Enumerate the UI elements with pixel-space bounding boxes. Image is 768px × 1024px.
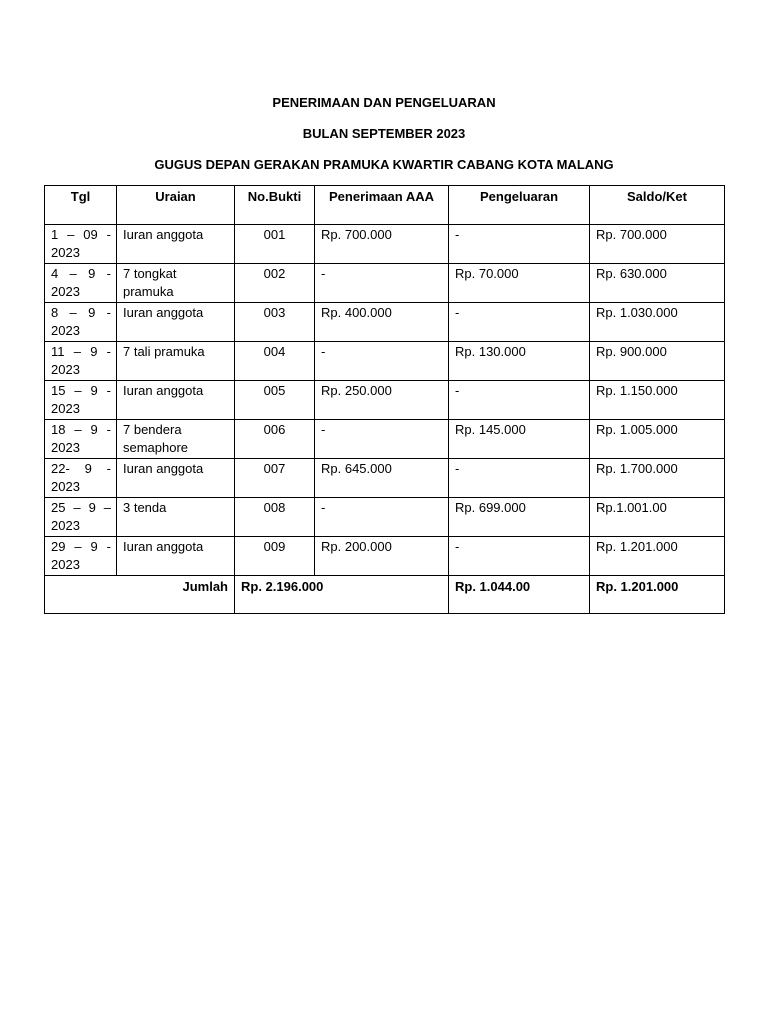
document-organization: GUGUS DEPAN GERAKAN PRAMUKA KWARTIR CABANG KOTA MALANG	[154, 157, 614, 172]
cell-penerimaan: Rp. 400.000	[315, 303, 449, 342]
cell-uraian: Iuran anggota	[117, 459, 235, 498]
cell-saldo: Rp.1.001.00	[590, 498, 725, 537]
cell-no-bukti: 004	[235, 342, 315, 381]
cell-pengeluaran: -	[449, 459, 590, 498]
cell-saldo: Rp. 1.030.000	[590, 303, 725, 342]
cell-tgl: 4 – 9 - 2023	[45, 264, 117, 303]
cell-pengeluaran: -	[449, 537, 590, 576]
cell-pengeluaran: Rp. 70.000	[449, 264, 590, 303]
cell-no-bukti: 003	[235, 303, 315, 342]
cell-tgl: 15 – 9 - 2023	[45, 381, 117, 420]
cell-saldo: Rp. 1.005.000	[590, 420, 725, 459]
total-pengeluaran: Rp. 1.044.00	[449, 576, 590, 614]
table-header-row	[45, 186, 725, 225]
cell-no-bukti: 001	[235, 225, 315, 264]
total-penerimaan: Rp. 2.196.000	[235, 576, 449, 614]
cell-penerimaan: -	[315, 498, 449, 537]
cell-uraian: Iuran anggota	[117, 537, 235, 576]
cell-saldo: Rp. 1.201.000	[590, 537, 725, 576]
cell-penerimaan: Rp. 645.000	[315, 459, 449, 498]
cell-saldo: Rp. 700.000	[590, 225, 725, 264]
cell-no-bukti: 006	[235, 420, 315, 459]
cell-penerimaan: Rp. 250.000	[315, 381, 449, 420]
cell-no-bukti: 007	[235, 459, 315, 498]
column-header-saldo: Saldo/Ket	[590, 186, 725, 225]
table-row	[45, 459, 725, 498]
cell-uraian: 3 tenda	[117, 498, 235, 537]
cell-penerimaan: -	[315, 420, 449, 459]
cell-saldo: Rp. 1.700.000	[590, 459, 725, 498]
cell-no-bukti: 009	[235, 537, 315, 576]
cell-tgl: 22- 9 - 2023	[45, 459, 117, 498]
column-header-uraian: Uraian	[117, 186, 235, 225]
cell-saldo: Rp. 900.000	[590, 342, 725, 381]
table-row	[45, 264, 725, 303]
column-header-tgl: Tgl	[45, 186, 117, 225]
cell-penerimaan: Rp. 700.000	[315, 225, 449, 264]
cell-penerimaan: Rp. 200.000	[315, 537, 449, 576]
cell-pengeluaran: Rp. 699.000	[449, 498, 590, 537]
total-label: Jumlah	[45, 576, 235, 614]
cell-pengeluaran: Rp. 130.000	[449, 342, 590, 381]
cell-uraian: Iuran anggota	[117, 225, 235, 264]
table-row	[45, 381, 725, 420]
cell-tgl: 1 – 09 - 2023	[45, 225, 117, 264]
ledger-table	[44, 185, 725, 614]
table-row	[45, 342, 725, 381]
cell-no-bukti: 008	[235, 498, 315, 537]
table-total-row	[45, 576, 725, 614]
column-header-penerimaan: Penerimaan AAA	[315, 186, 449, 225]
table-row	[45, 537, 725, 576]
cell-uraian: 7 tali pramuka	[117, 342, 235, 381]
cell-uraian: 7 tongkat pramuka	[117, 264, 235, 303]
cell-pengeluaran: -	[449, 381, 590, 420]
table-row	[45, 498, 725, 537]
total-saldo: Rp. 1.201.000	[590, 576, 725, 614]
column-header-pengeluaran: Pengeluaran	[449, 186, 590, 225]
cell-tgl: 8 – 9 - 2023	[45, 303, 117, 342]
cell-uraian: 7 bendera semaphore	[117, 420, 235, 459]
cell-uraian: Iuran anggota	[117, 303, 235, 342]
column-header-no-bukti: No.Bukti	[235, 186, 315, 225]
table-body	[45, 225, 725, 576]
cell-pengeluaran: -	[449, 303, 590, 342]
document-period: BULAN SEPTEMBER 2023	[302, 126, 466, 141]
document-title: PENERIMAAN DAN PENGELUARAN	[272, 95, 496, 110]
cell-uraian: Iuran anggota	[117, 381, 235, 420]
cell-no-bukti: 005	[235, 381, 315, 420]
cell-tgl: 25 – 9 – 2023	[45, 498, 117, 537]
cell-tgl: 11 – 9 - 2023	[45, 342, 117, 381]
cell-penerimaan: -	[315, 342, 449, 381]
cell-no-bukti: 002	[235, 264, 315, 303]
table-row	[45, 303, 725, 342]
cell-tgl: 18 – 9 - 2023	[45, 420, 117, 459]
cell-tgl: 29 – 9 - 2023	[45, 537, 117, 576]
cell-saldo: Rp. 630.000	[590, 264, 725, 303]
table-row	[45, 225, 725, 264]
cell-penerimaan: -	[315, 264, 449, 303]
cell-pengeluaran: -	[449, 225, 590, 264]
cell-saldo: Rp. 1.150.000	[590, 381, 725, 420]
cell-pengeluaran: Rp. 145.000	[449, 420, 590, 459]
table-row	[45, 420, 725, 459]
